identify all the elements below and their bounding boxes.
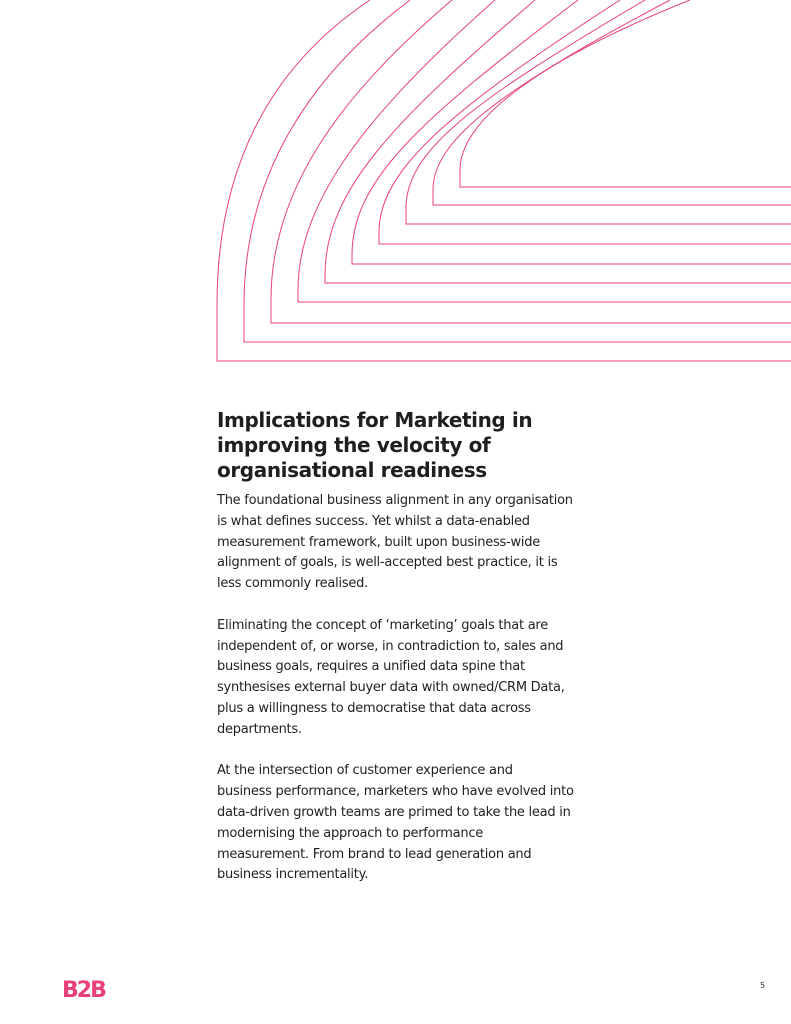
text-line: The foundational business alignment in any organisation (217, 493, 573, 508)
arc-line (325, 0, 791, 283)
heading-line: organisational readiness (217, 458, 487, 482)
text-line: business performance, marketers who have evolved into (217, 784, 574, 800)
text-line: synthesises external buyer data with owned/CRM Data, (217, 680, 565, 696)
text-line: less commonly realised. (217, 576, 368, 592)
heading-line: improving the velocity of (217, 433, 491, 457)
logo-text: B2B (62, 978, 105, 1000)
text-line: business goals, requires a unified data spine that (217, 659, 525, 675)
b2b-logo (62, 976, 110, 1000)
text-line: independent of, or worse, in contradiction to, sales and (217, 638, 564, 654)
body-text (217, 491, 582, 907)
heading-line: Implications for Marketing in (217, 408, 533, 432)
text-line: alignment of goals, is well-accepted best practice, it is (217, 555, 558, 571)
arc-line (406, 0, 791, 224)
arc-line (271, 0, 791, 323)
arc-line (217, 0, 791, 361)
paragraph (217, 491, 582, 595)
text-line: plus a willingness to democratise that data across (217, 700, 531, 716)
text-line: measurement framework, built upon business-wide (217, 534, 540, 550)
arc-line (379, 0, 791, 244)
arc-line (298, 0, 791, 302)
text-line: Eliminating the concept of ‘marketing’ goals that are (217, 617, 548, 633)
text-line: is what defines success. Yet whilst a data-enabled (217, 513, 530, 529)
arc-line (244, 0, 791, 342)
text-line: departments. (217, 721, 302, 737)
text-line: measurement. From brand to lead generation and (217, 846, 532, 862)
text-line: modernising the approach to performance (217, 825, 483, 841)
paragraph (217, 761, 582, 886)
section-heading (217, 408, 587, 483)
page-number: 5 (760, 981, 766, 990)
text-line: At the intersection of customer experience and (217, 763, 513, 779)
text-line: business incrementality. (217, 867, 369, 883)
text-line: data-driven growth teams are primed to take the lead in (217, 804, 571, 820)
paragraph (217, 616, 582, 741)
arc-line (433, 0, 791, 205)
